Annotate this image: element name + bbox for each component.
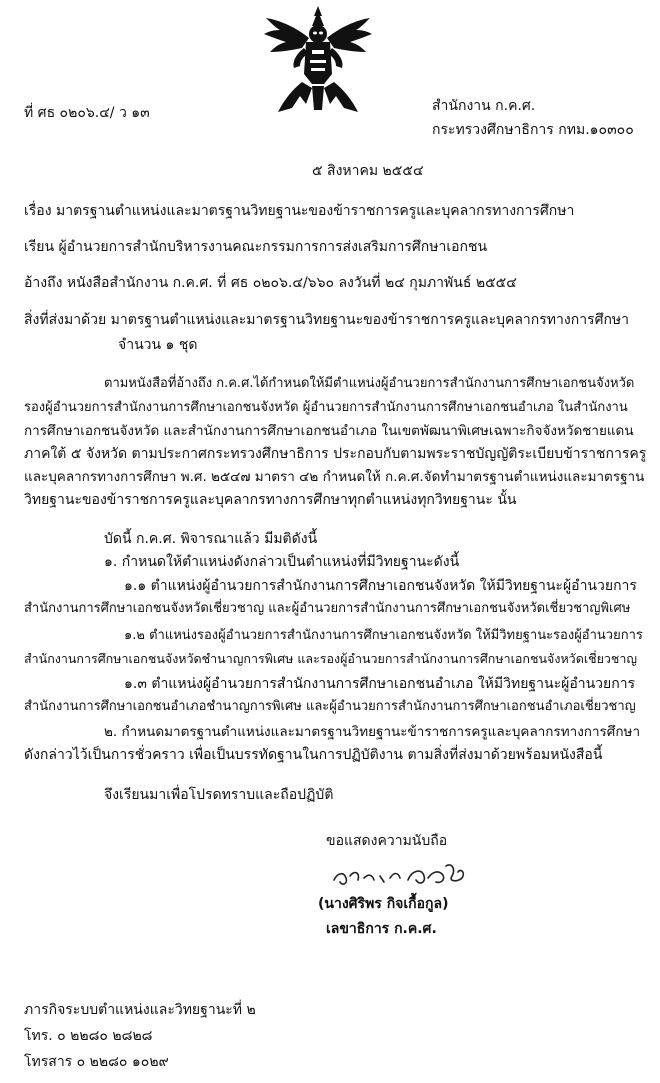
office-address: กระทรวงศึกษาธิการ กทม.๑๐๓๐๐ <box>432 122 634 138</box>
enclosure-line: สิ่งที่ส่งมาด้วย มาตรฐานตำแหน่งและมาตรฐานวิทยฐานะของข้าราชการครูและบุคลากรทางการศึกษา <box>24 312 630 328</box>
item-1-2-cont: สำนักงานการศึกษาเอกชนจังหวัดชำนาญการพิเศษ และรองผู้อำนวยการสำนักงานการศึกษาเอกชนจังหวัดเชี่ยวชาญ <box>24 651 638 666</box>
document-number: ที่ ศธ ๐๒๐๖.๔/ ว ๑๓ <box>24 105 150 121</box>
document-date: ๕ สิงหาคม ๒๕๕๔ <box>312 163 424 179</box>
recipient-line: เรียน ผู้อำนวยการสำนักบริหารงานคณะกรรมการการส่งเสริมการศึกษาเอกชน <box>24 239 488 255</box>
item-1-1: ๑.๑ ตำแหน่งผู้อำนวยการสำนักงานการศึกษาเอกชนจังหวัด ให้มีวิทยฐานะผู้อำนวยการ <box>124 578 637 594</box>
paragraph-line: การศึกษาเอกชนจังหวัด และสำนักงานการศึกษาเอกชนอำเภอ ในเขตพัฒนาพิเศษเฉพาะกิจจังหวัดชายแดน <box>24 423 634 439</box>
regards: ขอแสดงความนับถือ <box>326 833 448 849</box>
footer-fax: โทรสาร ๐ ๒๒๘๐ ๑๐๒๙ <box>24 1054 169 1070</box>
handwritten-signature-icon <box>330 858 480 892</box>
closing-line: จึงเรียนมาเพื่อโปรดทราบและถือปฏิบัติ <box>104 787 334 803</box>
subject-line: เรื่อง มาตรฐานตำแหน่งและมาตรฐานวิทยฐานะของข้าราชการครูและบุคลากรทางการศึกษา <box>24 203 575 219</box>
reference-line: อ้างถึง หนังสือสำนักงาน ก.ค.ศ. ที่ ศธ ๐๒๐๖.๔/๖๖๐ ลงวันที่ ๒๔ กุมภาพันธ์ ๒๕๕๔ <box>24 275 517 291</box>
item-1-3-cont: สำนักงานการศึกษาเอกชนอำเภอชำนาญการพิเศษ และผู้อำนวยการสำนักงานการศึกษาเอกชนอำเภอเชี่ยวชาญ <box>24 699 636 714</box>
paragraph-line: และบุคลากรทางการศึกษา พ.ศ. ๒๕๔๗ มาตรา ๔๒ กำหนดให้ ก.ค.ศ.จัดทำมาตรฐานตำแหน่งและมาตรฐาน <box>24 469 645 485</box>
paragraph-line: ภาคใต้ ๕ จังหวัด ตามประกาศกระทรวงศึกษาธิการ ประกอบกับตามพระราชบัญญัติระเบียบข้าราชการครู <box>24 446 647 462</box>
item-1-1-cont: สำนักงานการศึกษาเอกชนจังหวัดเชี่ยวชาญ และผู้อำนวยการสำนักงานการศึกษาเอกชนจังหวัดเชี่ยวชาญพิเศษ <box>24 601 631 616</box>
footer-department: ภารกิจระบบตำแหน่งและวิทยฐานะที่ ๒ <box>24 1002 256 1018</box>
enclosure-quantity: จำนวน ๑ ชุด <box>118 337 198 353</box>
paragraph-line: วิทยฐานะของข้าราชการครูและบุคลากรทางการศึกษาทุกตำแหน่งทุกวิทยฐานะ นั้น <box>24 492 517 508</box>
item-1-3: ๑.๓ ตำแหน่งผู้อำนวยการสำนักงานการศึกษาเอกชนอำเภอ ให้มีวิทยฐานะผู้อำนวยการ <box>124 676 636 692</box>
footer-phone: โทร. ๐ ๒๒๘๐ ๒๘๒๘ <box>24 1028 153 1044</box>
office-name: สำนักงาน ก.ค.ศ. <box>432 98 536 114</box>
item-1-2: ๑.๒ ตำแหน่งรองผู้อำนวยการสำนักงานการศึกษาเอกชนจังหวัด ให้มีวิทยฐานะรองผู้อำนวยการ <box>124 628 643 643</box>
garuda-emblem-icon <box>262 4 374 116</box>
paragraph-line: รองผู้อำนวยการสำนักงานการศึกษาเอกชนจังหวัด ผู้อำนวยการสำนักงานการศึกษาเอกชนอำเภอ ในสำนักงาน <box>24 400 628 415</box>
item-1: ๑. กำหนดให้ตำแหน่งดังกล่าวเป็นตำแหน่งที่มีวิทยฐานะดังนี้ <box>104 554 460 570</box>
item-2: ๒. กำหนดมาตรฐานตำแหน่งและมาตรฐานวิทยฐานะข้าราชการครูและบุคลากรทางการศึกษา <box>104 724 641 740</box>
paragraph-line: ตามหนังสือที่อ้างถึง ก.ค.ศ.ได้กำหนดให้มีตำแหน่งผู้อำนวยการสำนักงานการศึกษาเอกชนจังหวัด <box>104 376 635 391</box>
resolution-line: บัดนี้ ก.ค.ศ. พิจารณาแล้ว มีมติดังนี้ <box>104 531 318 547</box>
item-2-cont: ดังกล่าวไว้เป็นการชั่วคราว เพื่อเป็นบรรทัดฐานในการปฏิบัติงาน ตามสิ่งที่ส่งมาด้วยพร้อมหนังสือนี้ <box>24 747 603 763</box>
signatory-position: เลขาธิการ ก.ค.ศ. <box>326 921 437 937</box>
signatory-name: (นางศิริพร กิจเกื้อกูล) <box>318 896 449 912</box>
